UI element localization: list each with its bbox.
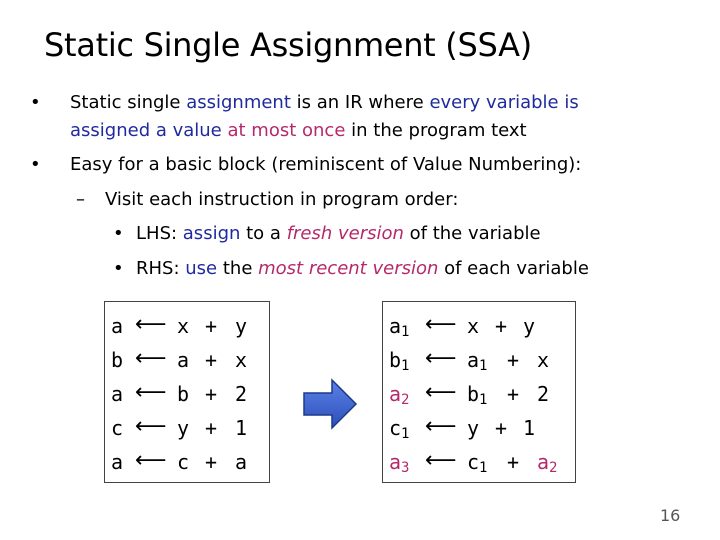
term-assign: assign xyxy=(182,223,241,244)
var-name: a xyxy=(389,450,402,474)
ssa-lhs xyxy=(389,416,409,442)
code-operand: 2 xyxy=(235,382,248,406)
original-code-box xyxy=(104,301,270,483)
term-use: use xyxy=(185,258,218,279)
code-lhs: c xyxy=(111,416,124,440)
bullet-1-text: is an IR where xyxy=(290,92,430,113)
term-fresh-version: fresh version xyxy=(286,223,404,244)
assign-arrow-icon: ⟵ xyxy=(135,414,167,439)
page-number: 16 xyxy=(660,506,681,525)
ssa-lhs xyxy=(389,382,409,408)
lhs-text: to a xyxy=(240,223,287,244)
term-most-recent-version: most recent version xyxy=(258,258,439,279)
assign-arrow-icon: ⟵ xyxy=(135,448,167,473)
code-operand: c xyxy=(177,450,190,474)
code-operator: + xyxy=(205,348,218,372)
code-operand: a xyxy=(235,450,248,474)
assign-arrow-icon: ⟵ xyxy=(425,448,457,473)
version-subscript: 1 xyxy=(479,392,488,408)
code-operator: + xyxy=(205,314,218,338)
assign-arrow-icon: ⟵ xyxy=(425,380,457,405)
var-name: b xyxy=(467,382,480,406)
rhs-text: of each variable xyxy=(438,258,589,279)
bullet-marker: • xyxy=(113,258,124,279)
assign-arrow-icon: ⟵ xyxy=(135,380,167,405)
var-name: a xyxy=(467,348,480,372)
ssa-lhs xyxy=(389,348,409,374)
ssa-operand xyxy=(467,348,487,374)
code-lhs: a xyxy=(111,450,124,474)
code-operand: 2 xyxy=(537,382,550,406)
code-lhs: a xyxy=(111,314,124,338)
lhs-label: LHS: xyxy=(136,223,183,244)
bullet-1-line-2 xyxy=(70,114,527,148)
sub-sub-bullet-rhs xyxy=(136,252,589,286)
code-operator: + xyxy=(205,450,218,474)
bullet-1-text: in the program text xyxy=(345,120,527,141)
rhs-label: RHS: xyxy=(136,258,186,279)
var-name: c xyxy=(389,416,402,440)
rhs-text: the xyxy=(217,258,259,279)
code-operand: x xyxy=(235,348,248,372)
var-name: b xyxy=(389,348,402,372)
assign-arrow-icon: ⟵ xyxy=(135,312,167,337)
code-operator: + xyxy=(495,314,508,338)
assign-arrow-icon: ⟵ xyxy=(425,312,457,337)
ssa-operand xyxy=(467,450,487,476)
code-operator: + xyxy=(507,450,520,474)
ssa-operand xyxy=(467,382,487,408)
slide-title: Static Single Assignment (SSA) xyxy=(44,26,532,64)
dash-marker: – xyxy=(76,189,85,210)
transform-arrow-icon xyxy=(302,378,358,430)
bullet-1-term-every-variable: every variable is xyxy=(429,92,579,113)
assign-arrow-icon: ⟵ xyxy=(135,346,167,371)
code-lhs: b xyxy=(111,348,124,372)
code-operand: y xyxy=(177,416,190,440)
code-operand: 1 xyxy=(523,416,536,440)
ssa-lhs xyxy=(389,314,409,340)
version-subscript: 1 xyxy=(479,358,488,374)
bullet-1-term-assignment: assignment xyxy=(186,92,291,113)
code-lhs: a xyxy=(111,382,124,406)
code-operand: y xyxy=(523,314,536,338)
code-operand: b xyxy=(177,382,190,406)
bullet-1-term-at-most-once: at most once xyxy=(227,120,346,141)
code-operator: + xyxy=(205,382,218,406)
assign-arrow-icon: ⟵ xyxy=(425,414,457,439)
code-operand: x xyxy=(537,348,550,372)
code-operator: + xyxy=(507,348,520,372)
bullet-1-term-assigned-value: assigned a value xyxy=(70,120,222,141)
version-subscript: 1 xyxy=(401,358,410,374)
version-subscript: 3 xyxy=(401,460,410,476)
code-operand: 1 xyxy=(235,416,248,440)
version-subscript: 2 xyxy=(401,392,410,408)
lhs-text: of the variable xyxy=(403,223,541,244)
assign-arrow-icon: ⟵ xyxy=(425,346,457,371)
code-operator: + xyxy=(205,416,218,440)
bullet-1-text: Static single xyxy=(70,92,187,113)
bullet-marker: • xyxy=(113,223,124,244)
version-subscript: 1 xyxy=(479,460,488,476)
version-subscript: 2 xyxy=(549,460,558,476)
code-operand: x xyxy=(467,314,480,338)
ssa-code-box xyxy=(382,301,576,483)
ssa-lhs xyxy=(389,450,409,476)
ssa-operand xyxy=(537,450,557,476)
code-operator: + xyxy=(495,416,508,440)
version-subscript: 1 xyxy=(401,426,410,442)
bullet-marker: • xyxy=(30,154,41,175)
var-name: a xyxy=(389,314,402,338)
code-operand: x xyxy=(177,314,190,338)
bullet-marker: • xyxy=(30,92,41,113)
code-operand: y xyxy=(467,416,480,440)
sub-bullet-visit: Visit each instruction in program order: xyxy=(105,189,459,210)
code-operand: y xyxy=(235,314,248,338)
bullet-2: Easy for a basic block (reminiscent of Value Numbering): xyxy=(70,154,582,175)
var-name: c xyxy=(467,450,480,474)
sub-sub-bullet-lhs xyxy=(136,217,541,251)
code-operand: a xyxy=(177,348,190,372)
var-name: a xyxy=(537,450,550,474)
var-name: a xyxy=(389,382,402,406)
code-operator: + xyxy=(507,382,520,406)
version-subscript: 1 xyxy=(401,324,410,340)
